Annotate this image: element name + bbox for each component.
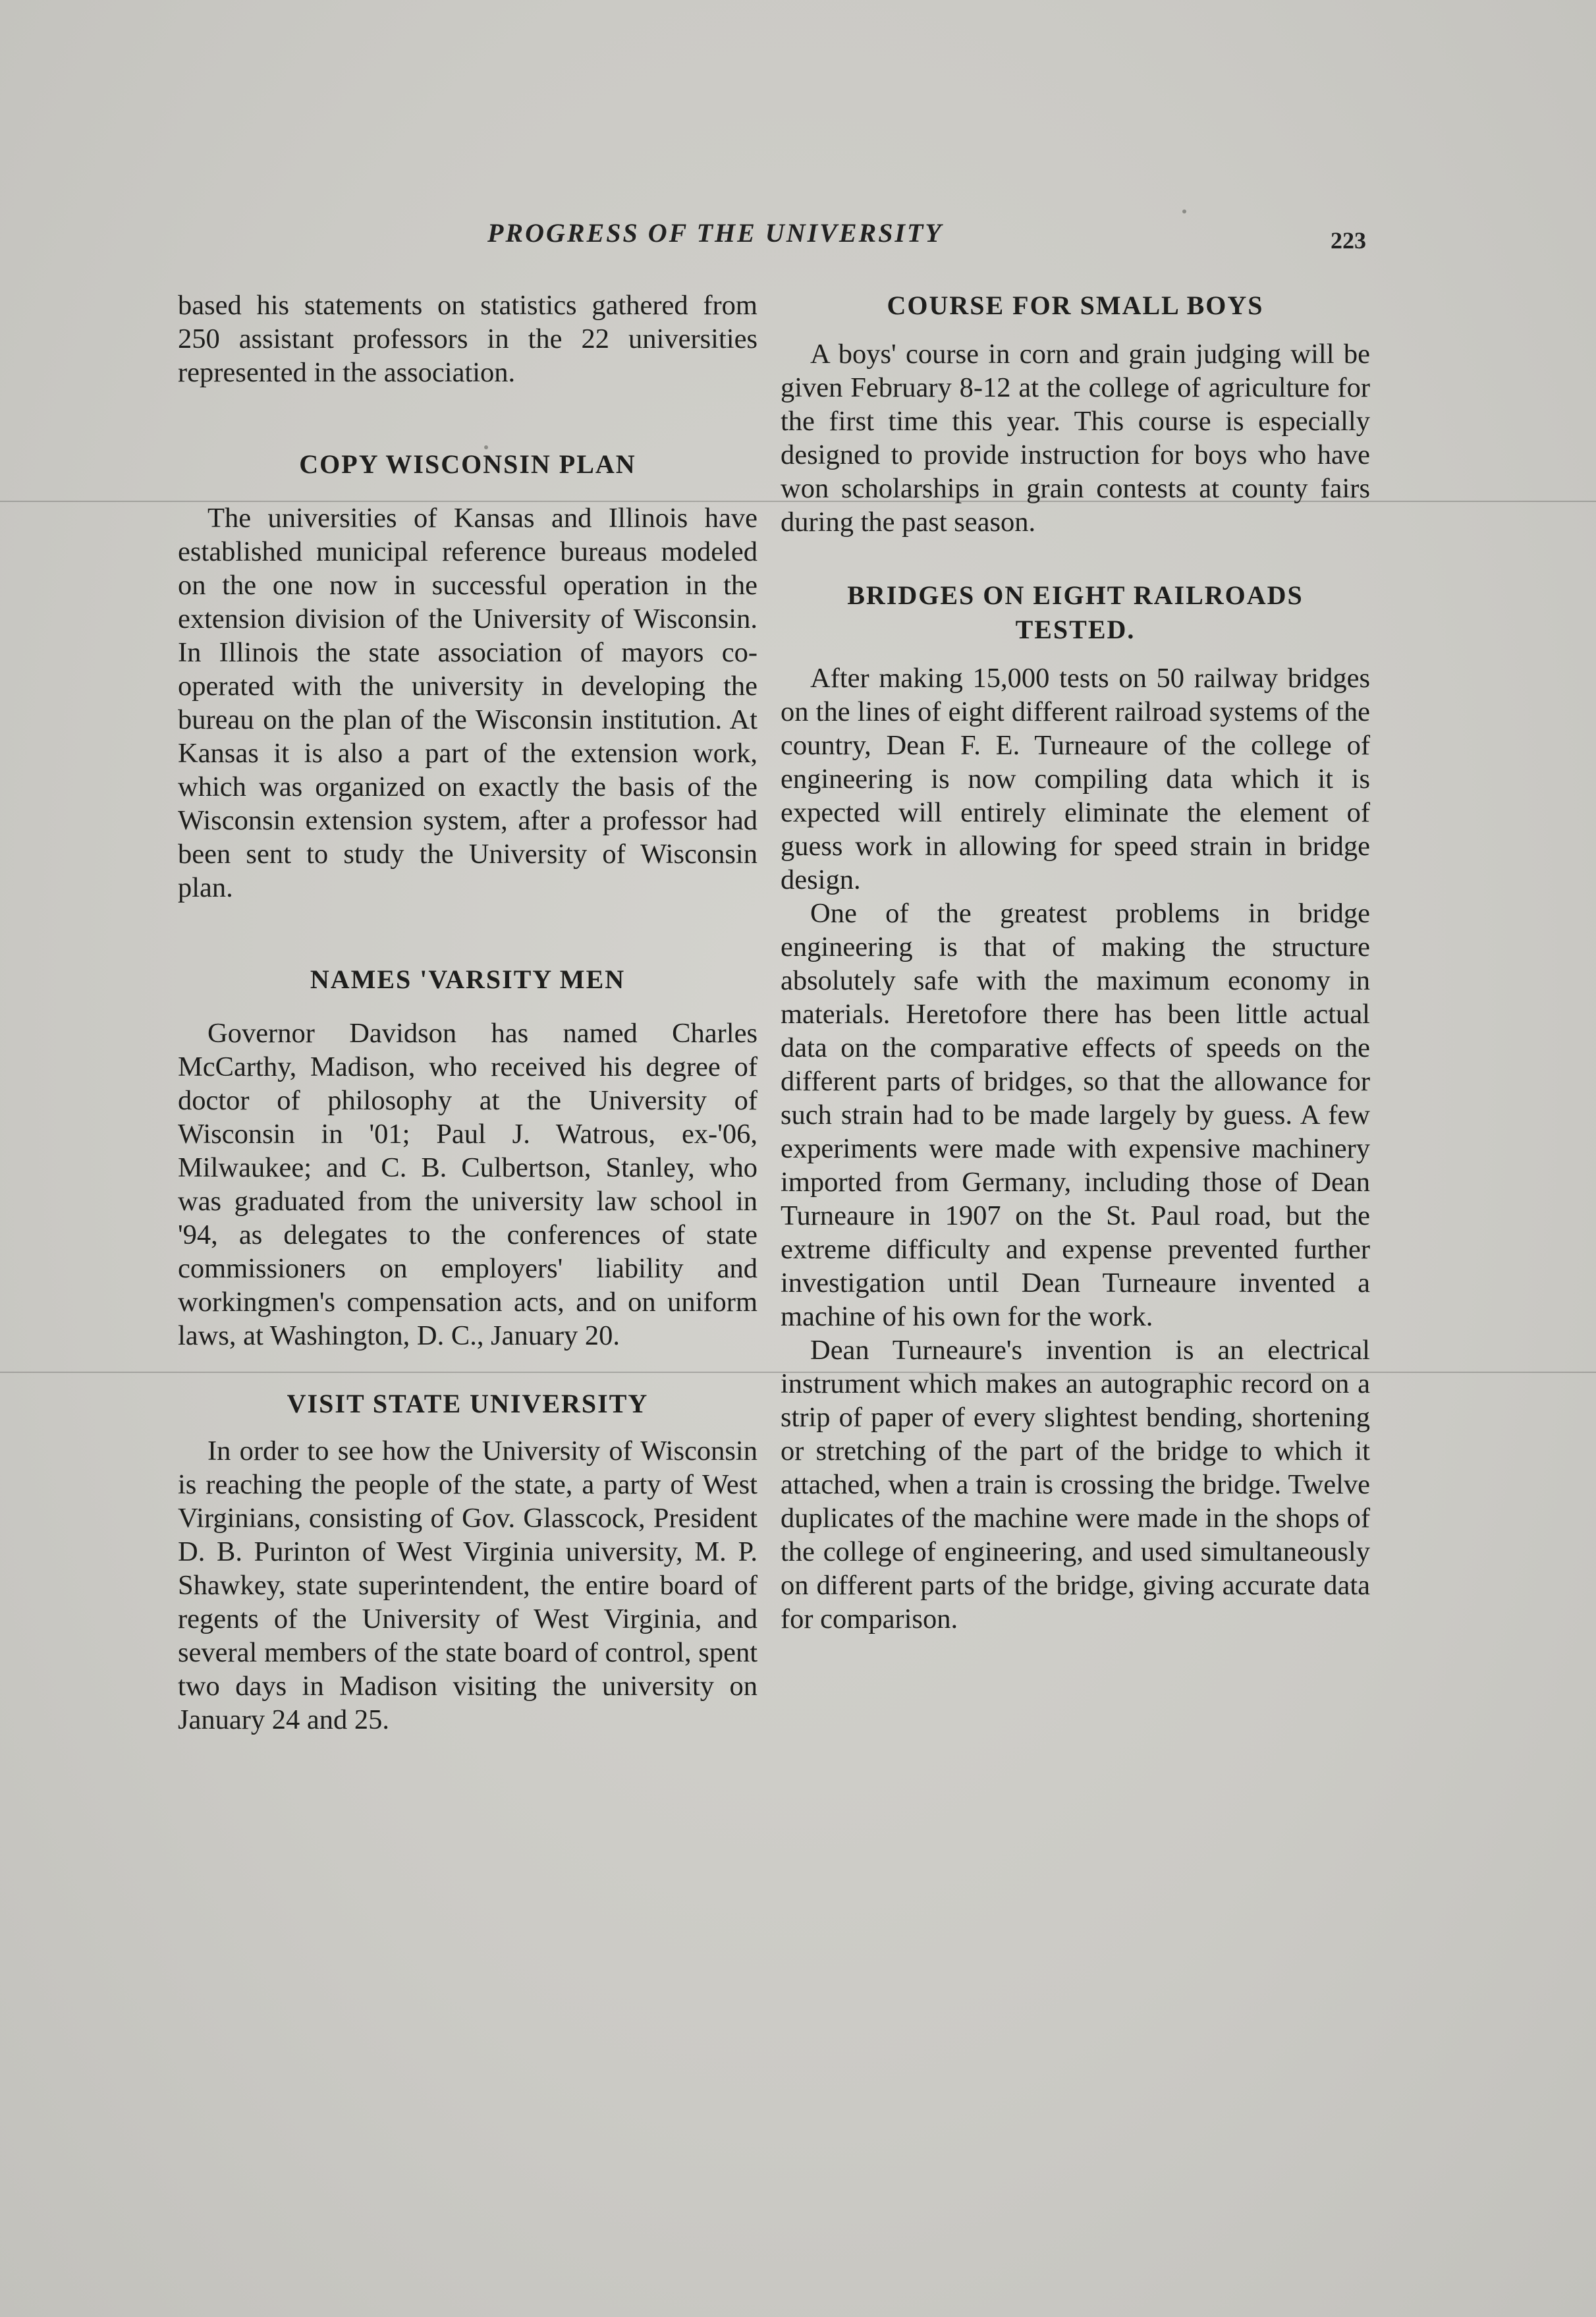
section-paragraph: After making 15,000 tests on 50 railway bridges on the lines of eight different railroad systems of the country, Dean F. E. Turneaure of the college of engineering is now compiling data which it is expected will entirely eliminate the element of guess work in allowing for speed strain in bridge design. [781,663,1370,895]
section-heading-course-for-small-boys: COURSE FOR SMALL BOYS [887,291,1264,320]
left-column [178,289,757,1737]
section-paragraph: One of the greatest problems in bridge engineering is that of making the structure absolutely safe with the maximum economy in materials. Heretofore there has been little actual data on the comparative effects of speeds on the different parts of bridges, so that the allowance for such strain had to be made largely by guess. A few experiments were made with expensive machinery imported from Germany, including those of Dean Turneaure in 1907 on the St. Paul road, but the extreme difficulty and expense prevented further investigation until Dean Turneaure invented a machine of his own for the work. [781,898,1370,1332]
section-heading-names-varsity-men: NAMES 'VARSITY MEN [310,964,626,994]
running-head-title: PROGRESS OF THE UNIVERSITY [487,218,943,248]
paper-speck [1182,209,1186,213]
section-paragraph: A boys' course in corn and grain judging will be given February 8-12 at the college of agriculture for the first time this year. This course is especially designed to provide instruction for boys who have won scholarships in grain contests at county fairs during the past season. [781,339,1370,538]
section-paragraph: Dean Turneaure's invention is an electrical instrument which makes an autographic record on a strip of paper of every slightest bending, shortening or stretching of the part of the bridge to which it attached, when a train is crossing the bridge. Twelve duplicates of the machine were made in the shops of the college of engineering, and used simultaneously on different parts of the bridge, giving accurate data for comparison. [781,1335,1370,1634]
section-heading-visit-state-university: VISIT STATE UNIVERSITY [287,1389,649,1418]
section-paragraph: The universities of Kansas and Illinois have established municipal reference bureaus modeled on the one now in successful operation in the extension division of the University of Wisconsin. In Illinois the state association of mayors co-operated with the university in developing the bureau on the plan of the Wisconsin institution. At Kansas it is also a part of the extension work, which was organized on exactly the basis of the Wisconsin extension system, after a professor had been sent to study the University of Wisconsin plan. [178,503,757,903]
section-heading-copy-wisconsin-plan: COPY WISCONSIN PLAN [299,449,636,479]
continued-paragraph: based his statements on statistics gathered from 250 assistant professors in the 22 universities represented in the association. [178,290,757,388]
right-column [781,289,1370,1636]
section-paragraph: In order to see how the University of Wisconsin is reaching the people of the state, a party of West Virginians, consisting of Gov. Glasscock, President D. B. Purinton of West Virginia university, M. P. Shawkey, state superintendent, the entire board of regents of the University of West Virginia, and several members of the state board of control, spent two days in Madison visiting the university on January 24 and 25. [178,1436,757,1735]
section-heading-bridges-on-eight-railroads: BRIDGES ON EIGHT RAILROADS TESTED. [847,580,1304,644]
section-paragraph: Governor Davidson has named Charles McCarthy, Madison, who received his degree of doctor of philosophy at the University of Wisconsin in '01; Paul J. Watrous, ex-'06, Milwaukee; and C. B. Culbertson, Stanley, who was graduated from the university law school in '94, as delegates to the conferences of state commissioners on employers' liability and workingmen's compensation acts, and on uniform laws, at Washington, D. C., January 20. [178,1018,757,1351]
page-number: 223 [1331,227,1366,254]
